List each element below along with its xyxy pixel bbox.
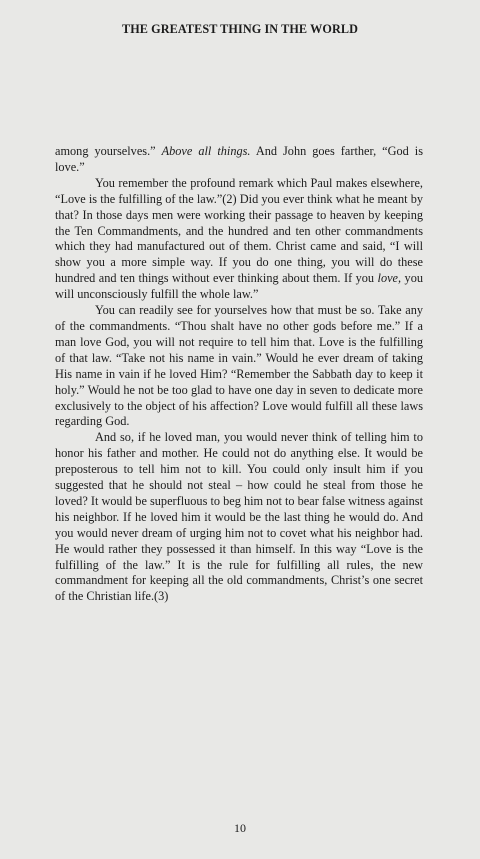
text-segment: You remember the profound remark which Paul makes elsewhere, “Love is the fulfilling of the law.”(2) Did you ever think what he meant by that? In those days men were working their passage to heaven by keeping the Ten Commandments, and the hundred and ten other commandments which they had manufactured out of them. Christ came and said, “I will show you a more simple way. If you do one thing, you will do these hundred and ten things without ever thinking about them. If you: [55, 175, 423, 286]
text-segment: You can readily see for yourselves how that must be so. Take any of the commandments. “Thou shalt have no other gods before me.” If a man love God, you will not require to tell him that. Love is the fulfilling of that law. “Take not his name in vain.” Would he ever dream of taking His name in vain if he loved Him? “Remember the Sabbath day to keep it holy.” Would he not be too glad to have one day in seven to dedicate more exclusively to the object of his affection? Love would fulfill all these laws regarding God.: [55, 303, 423, 429]
paragraph: [55, 176, 423, 303]
page-number: 10: [234, 821, 246, 835]
italic-text: love,: [377, 271, 402, 286]
body-text: [55, 144, 423, 605]
italic-text: Above all things.: [161, 144, 251, 158]
running-header: THE GREATEST THING IN THE WORLD: [122, 22, 358, 36]
paragraph: [55, 430, 423, 605]
text-segment: you will unconsciously fulfill the whole law.”: [55, 271, 423, 302]
text-segment: among yourselves.”: [55, 144, 162, 158]
paragraph: [55, 303, 423, 430]
text-segment: And so, if he loved man, you would never think of telling him to honor his father and mother. He could not do anything else. It would be preposterous to tell him not to kill. You could only insult him if you suggested that he should not steal – how could he steal from those he loved? It would be superfluous to beg him not to bear false witness against his neighbor. If he loved him it would be the last thing he would do. And you would never dream of urging him not to covet what his neighbor had. He would rather they possessed it than himself. In this way “Love is the fulfilling of the law.” It is the rule for fulfilling all rules, the new commandment for keeping all the old commandments, Christ’s one secret of the Christian life.(3): [55, 430, 423, 604]
text-segment: And John goes farther, “God is love.”: [55, 144, 424, 174]
paragraph: [55, 144, 423, 176]
